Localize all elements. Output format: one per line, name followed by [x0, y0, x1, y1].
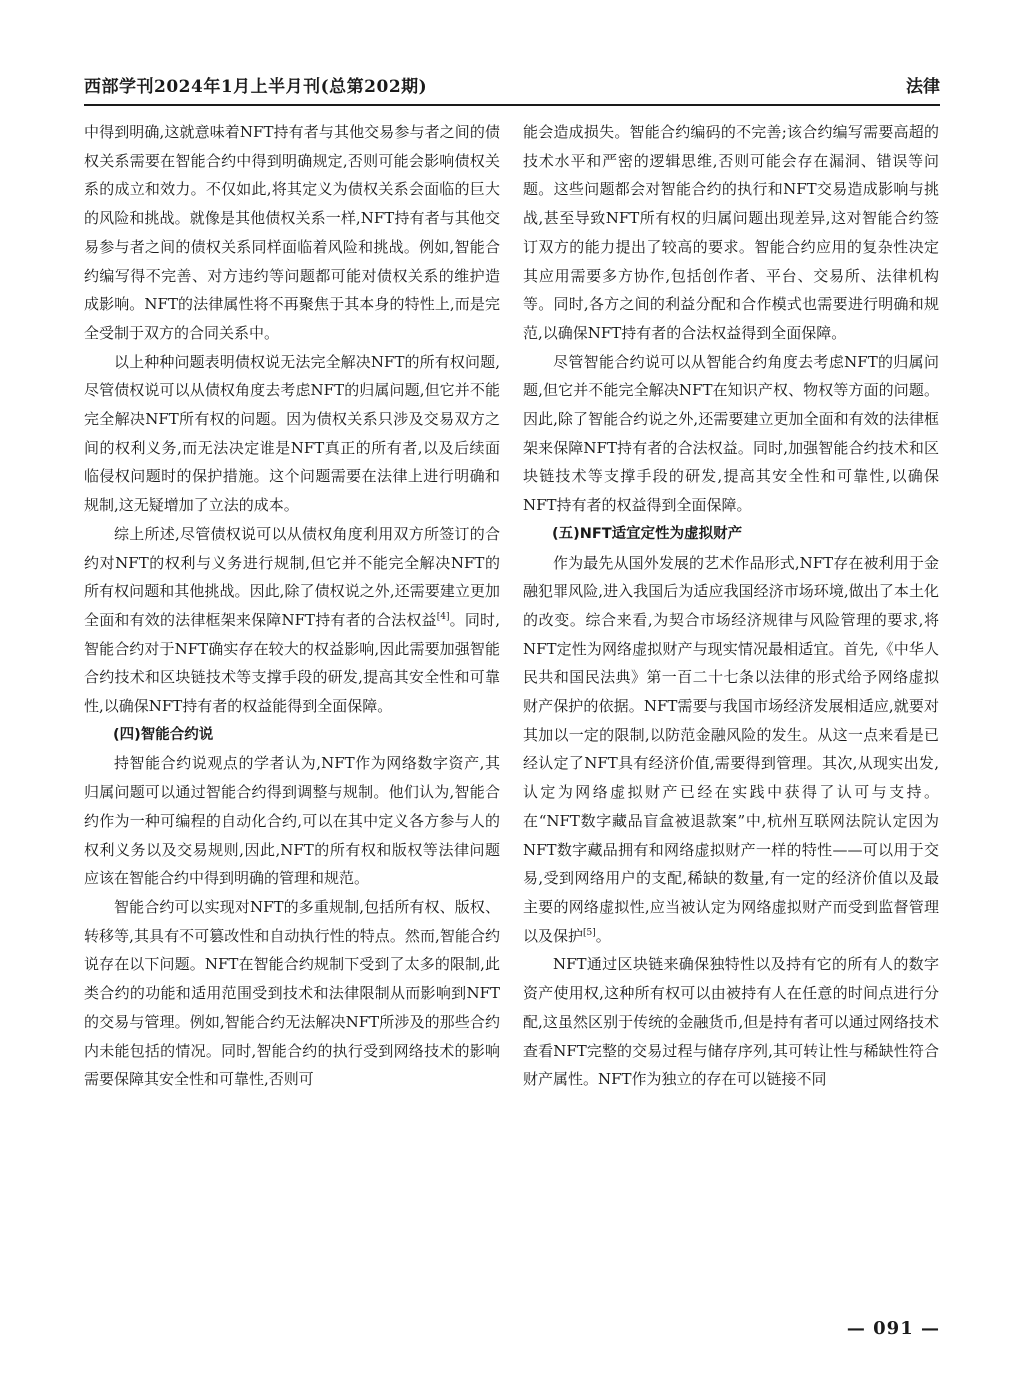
page-header	[84, 72, 940, 98]
paragraph: 持智能合约说观点的学者认为,NFT作为网络数字资产,其归属问题可以通过智能合约得到调整与规制。他们认为,智能合约作为一种可编程的自动化合约,可以在其中定义各方参与人的权利义务以及交易规则,因此,NFT的所有权和版权等法律问题应该在智能合约中得到明确的管理和规范。	[84, 754, 500, 888]
citation-ref[interactable]: [4]	[436, 611, 450, 622]
paragraph-text: 综上所述,尽管债权说可以从债权角度利用双方所签订的合约对NFT的权利与义务进行规制,但它并不能完全解决NFT的所有权问题和其他挑战。因此,除了债权说之外,还需要建立更加全面和有效的法律框架来保障NFT持有者的合法权益	[84, 524, 500, 629]
journal-issue-line: 西部学刊2024年1月上半月刊(总第202期)	[84, 77, 428, 97]
paragraph-text: 。	[595, 926, 611, 945]
paragraph: NFT通过区块链来确保独特性以及持有它的所有人的数字资产使用权,这种所有权可以由被持有人在任意的时间点进行分配,这虽然区别于传统的金融货币,但是持有者可以通过网络技术查看NFT完整的交易过程与储存序列,其可转让性与稀缺性符合财产属性。NFT作为独立的存在可以链接不同	[523, 955, 939, 1089]
paragraph-text: 。同时,智能合约对于NFT确实存在较大的权益影响,因此需要加强智能合约技术和区块链技术等支撑手段的研发,提高其安全性和可靠性,以确保NFT持有者的权益能得到全面保障。	[84, 610, 500, 716]
citation-ref[interactable]: [5]	[583, 927, 596, 938]
right-column	[523, 118, 939, 1293]
page-number: — 091 —	[846, 1318, 940, 1339]
left-column	[84, 118, 500, 1293]
paragraph: 中得到明确,这就意味着NFT持有者与其他交易参与者之间的债权关系需要在智能合约中得到明确规定,否则可能会影响债权关系的成立和效力。不仅如此,将其定义为债权关系会面临的巨大的风险和挑战。就像是其他债权关系一样,NFT持有者与其他交易参与者之间的债权关系同样面临着风险和挑战。例如,智能合约编写得不完善、对方违约等问题都可能对债权关系的维护造成影响。NFT的法律属性将不再聚焦于其本身的特性上,而是完全受制于双方的合同关系中。	[84, 123, 500, 342]
paragraph	[523, 549, 939, 951]
section-heading: (四)智能合约说	[113, 726, 214, 743]
paragraph: 尽管智能合约说可以从智能合约角度去考虑NFT的归属问题,但它并不能完全解决NFT在知识产权、物权等方面的问题。因此,除了智能合约说之外,还需要建立更加全面和有效的法律框架来保障NFT持有者的合法权益。同时,加强智能合约技术和区块链技术等支撑手段的研发,提高其安全性和可靠性,以确保NFT持有者的权益得到全面保障。	[523, 352, 939, 515]
paragraph: 智能合约可以实现对NFT的多重规制,包括所有权、版权、转移等,其具有不可篡改性和自动执行性的特点。然而,智能合约说存在以下问题。NFT在智能合约规制下受到了太多的限制,此类合约的功能和适用范围受到技术和法律限制从而影响到NFT的交易与管理。例如,智能合约无法解决NFT所涉及的那些合约内未能包括的情况。同时,智能合约的执行受到网络技术的影响需要保障其安全性和可靠性,否则可	[84, 897, 500, 1089]
paragraph-text: 作为最先从国外发展的艺术作品形式,NFT存在被利用于金融犯罪风险,进入我国后为适应我国经济市场环境,做出了本土化的改变。综合来看,为契合市场经济规律与风险管理的要求,将NFT定性为网络虚拟财产与现实情况最相适宜。首先,《中华人民共和国民法典》第一百二十七条以法律的形式给予网络虚拟财产保护的依据。NFT需要与我国市场经济发展相适应,就要对其加以一定的限制,以防范金融风险的发生。从这一点来看是已经认定了NFT具有经济价值,需要得到管理。其次,从现实出发,认定为网络虚拟财产已经在实践中获得了认可与支持。在“NFT数字藏品盲盒被退款案”中,杭州互联网法院认定因为NFT数字藏品拥有和网络虚拟财产一样的特性——可以用于交易,受到网络用户的支配,稀缺的数量,有一定的经济价值以及最主要的网络虚拟性,应当被认定为网络虚拟财产而受到监督管理以及保护	[523, 553, 939, 945]
paragraph: 能会造成损失。智能合约编码的不完善;该合约编写需要高超的技术水平和严密的逻辑思维,否则可能会存在漏洞、错误等问题。这些问题都会对智能合约的执行和NFT交易造成影响与挑战,甚至导致NFT所有权的归属问题出现差异,这对智能合约签订双方的能力提出了较高的要求。智能合约应用的复杂性决定其应用需要多方协作,包括创作者、平台、交易所、法律机构等。同时,各方之间的利益分配和合作模式也需要进行明确和规范,以确保NFT持有者的合法权益得到全面保障。	[523, 123, 939, 342]
section-heading: (五)NFT适宜定性为虚拟财产	[552, 525, 743, 542]
paragraph: 以上种种问题表明债权说无法完全解决NFT的所有权问题,尽管债权说可以从债权角度去考虑NFT的归属问题,但它并不能完全解决NFT所有权的问题。因为债权关系只涉及交易双方之间的权利义务,而无法决定谁是NFT真正的所有者,以及后续面临侵权问题时的保护措施。这个问题需要在法律上进行明确和规制,这无疑增加了立法的成本。	[84, 352, 500, 515]
header-rule	[84, 104, 940, 106]
section-name: 法律	[906, 77, 940, 97]
paragraph	[84, 520, 500, 721]
